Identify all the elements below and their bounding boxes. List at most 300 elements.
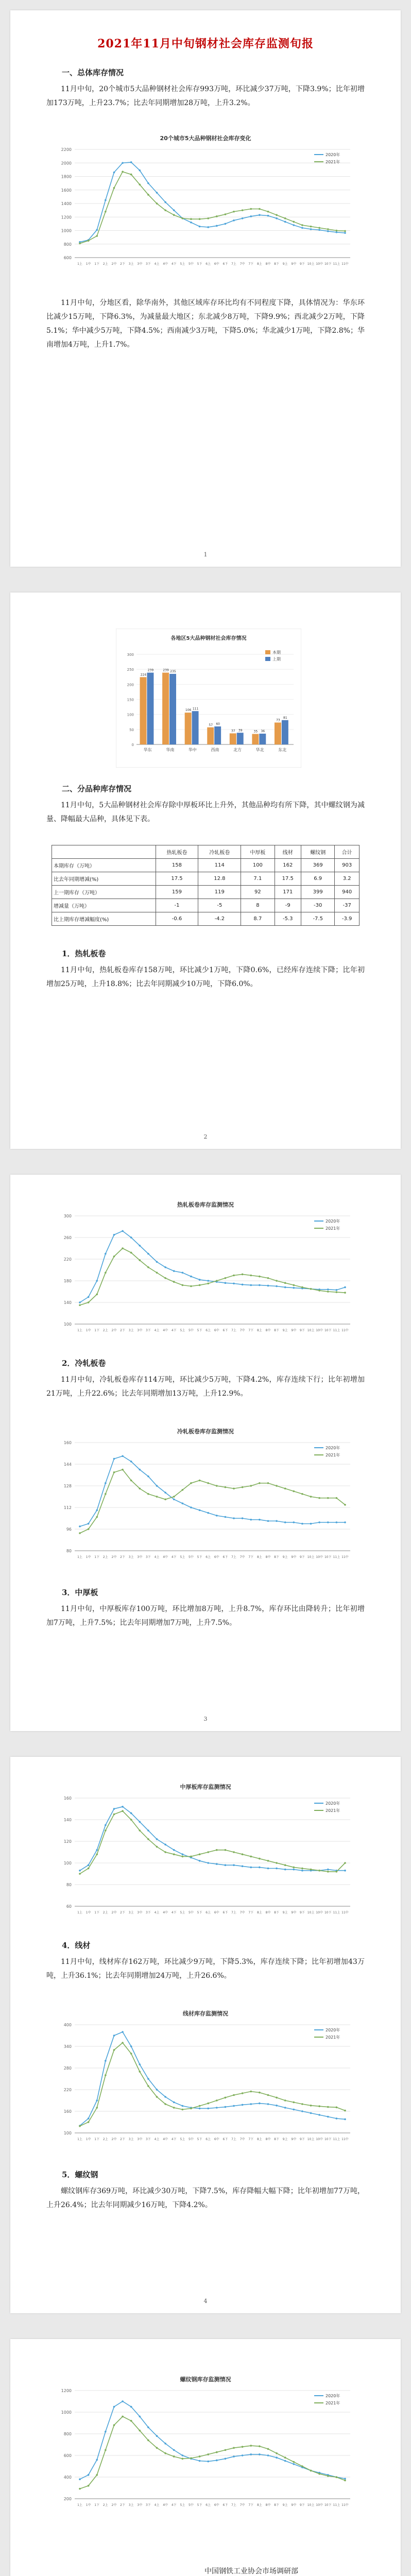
data-point xyxy=(293,2109,295,2111)
data-point xyxy=(122,1247,124,1249)
data-point xyxy=(216,1849,218,1851)
data-point xyxy=(79,2478,81,2480)
data-point xyxy=(225,2458,227,2460)
x-tick-label: 3上 xyxy=(128,1329,134,1332)
data-point xyxy=(233,1282,235,1284)
data-point xyxy=(225,1486,227,1488)
x-tick-label: 4中 xyxy=(163,1555,168,1559)
x-tick-label: 2中 xyxy=(111,262,117,266)
x-tick-label: 7中 xyxy=(239,2138,245,2141)
chart-title: 20个城市5大品种钢材社会库存变化 xyxy=(160,135,251,142)
legend-label: 2020年 xyxy=(326,2394,340,2398)
data-point xyxy=(182,1856,184,1858)
data-point xyxy=(301,1493,303,1495)
x-tick-label: 9下 xyxy=(300,2138,305,2141)
x-tick-label: 3下 xyxy=(145,262,151,266)
x-tick-label: 4中 xyxy=(163,1911,168,1914)
data-point xyxy=(301,1870,303,1872)
x-tick-label: 10上 xyxy=(307,1329,315,1332)
subsection-heading-hot-rolled: 1．热轧板卷 xyxy=(62,949,106,958)
x-tick-label: 1中 xyxy=(85,1555,91,1559)
data-point xyxy=(190,218,192,220)
data-point xyxy=(336,1289,338,1291)
data-point xyxy=(199,1860,201,1862)
bar-value-label: 111 xyxy=(192,707,199,711)
x-tick-label: 11上 xyxy=(333,262,340,266)
data-point xyxy=(96,1516,98,1518)
data-point xyxy=(156,202,158,205)
x-tick-label: 5下 xyxy=(197,2138,202,2141)
table-cell: -5 xyxy=(198,899,241,912)
data-point xyxy=(293,2461,295,2463)
x-tick-label: 5下 xyxy=(197,262,202,266)
x-tick-label: 4上 xyxy=(154,1911,160,1914)
x-tick-label: 11上 xyxy=(333,1555,340,1559)
x-tick-label: 9下 xyxy=(300,2503,305,2507)
data-point xyxy=(207,217,209,219)
data-point xyxy=(199,1279,201,1281)
data-point xyxy=(259,1284,261,1286)
data-point xyxy=(336,231,338,233)
data-point xyxy=(242,2446,244,2448)
data-point xyxy=(122,171,124,173)
chart-background xyxy=(46,1422,365,1577)
data-point xyxy=(267,2454,269,2456)
bar xyxy=(207,727,214,744)
table-cell: -1 xyxy=(156,899,198,912)
bar-value-label: 81 xyxy=(283,716,287,720)
table-cell: 比去年同期增减(%) xyxy=(52,872,156,886)
data-point xyxy=(327,1521,329,1523)
bar xyxy=(169,674,176,744)
data-point xyxy=(139,2063,141,2065)
data-point xyxy=(207,1851,209,1853)
data-point xyxy=(182,1489,184,1491)
table-cell: 增减量（万吨） xyxy=(52,899,156,912)
data-point xyxy=(250,1275,252,1277)
data-point xyxy=(113,187,115,189)
table-header: 热轧板卷 xyxy=(156,845,198,859)
data-point xyxy=(113,1256,115,1258)
data-point xyxy=(130,1236,132,1239)
data-point xyxy=(113,2424,115,2426)
data-point xyxy=(216,1485,218,1487)
data-point xyxy=(250,2445,252,2447)
data-point xyxy=(105,211,107,213)
x-tick-label: 3下 xyxy=(145,1329,151,1332)
data-point xyxy=(79,243,81,245)
x-tick-label: 3下 xyxy=(145,1911,151,1914)
bar xyxy=(192,711,199,744)
x-tick-label: 7上 xyxy=(231,1911,236,1914)
bar xyxy=(259,734,266,744)
data-point xyxy=(122,1230,124,1232)
x-tick-label: 10上 xyxy=(307,1555,315,1559)
data-point xyxy=(190,1482,192,1484)
x-tick-label: 2下 xyxy=(120,262,125,266)
data-point xyxy=(139,1487,141,1489)
y-tick-label: 100 xyxy=(63,1861,72,1866)
x-tick-label: 11中 xyxy=(341,1329,349,1332)
data-point xyxy=(293,1521,295,1523)
data-point xyxy=(79,1870,81,1872)
data-point xyxy=(147,2427,149,2429)
data-point xyxy=(88,2485,90,2487)
x-tick-label: 西南 xyxy=(211,748,219,752)
x-tick-label: 6上 xyxy=(206,2503,211,2507)
table-cell: -3.9 xyxy=(335,912,359,926)
x-tick-label: 7下 xyxy=(248,1911,254,1914)
data-point xyxy=(225,2097,227,2099)
data-point xyxy=(156,1496,158,1498)
data-point xyxy=(105,2449,107,2451)
data-point xyxy=(318,2114,320,2116)
table-cell: 12.8 xyxy=(198,872,241,886)
bar-value-label: 239 xyxy=(163,668,169,672)
data-point xyxy=(336,2117,338,2120)
x-tick-label: 5中 xyxy=(189,262,194,266)
data-point xyxy=(96,235,98,237)
data-point xyxy=(225,2106,227,2108)
x-tick-label: 华南 xyxy=(166,748,175,752)
table-row xyxy=(52,886,359,899)
chart-wire-rod xyxy=(46,2004,365,2159)
data-point xyxy=(344,1286,346,1289)
x-tick-label: 9上 xyxy=(282,1911,288,1914)
x-tick-label: 4下 xyxy=(171,262,177,266)
x-tick-label: 1中 xyxy=(85,2503,91,2507)
x-tick-label: 8上 xyxy=(256,262,262,266)
data-point xyxy=(147,1253,149,1255)
data-point xyxy=(173,209,175,211)
x-tick-label: 6下 xyxy=(222,1911,228,1914)
data-point xyxy=(79,1301,81,1303)
data-point xyxy=(327,2116,329,2118)
data-point xyxy=(164,201,166,204)
x-tick-label: 10下 xyxy=(324,262,332,266)
paragraph-plate: 11月中旬，中厚板库存100万吨，环比增加8万吨，上升8.7%，库存环比由降转升；比年初增加7万吨，上升7.5%；比去年同期增加7万吨，上升7.5%。 xyxy=(46,1605,365,1627)
x-tick-label: 4下 xyxy=(171,2503,177,2507)
x-tick-label: 3中 xyxy=(137,2503,143,2507)
y-tick-label: 140 xyxy=(63,1818,72,1822)
data-point xyxy=(122,1806,124,1808)
paragraph-hot-rolled: 11月中旬，热轧板卷库存158万吨，环比减少1万吨，下降0.6%，已经库存连续下降；比年初增加25万吨，上升18.8%；比去年同期减少10万吨，下降6.0%。 xyxy=(46,966,365,988)
data-point xyxy=(139,1259,141,1261)
bar xyxy=(252,734,259,744)
data-point xyxy=(156,2435,158,2437)
x-tick-label: 5上 xyxy=(180,1911,185,1914)
chart-background xyxy=(46,2370,365,2524)
data-point xyxy=(301,224,303,226)
data-point xyxy=(216,1863,218,1865)
data-point xyxy=(130,2053,132,2055)
data-point xyxy=(130,2406,132,2408)
document-page-3 xyxy=(10,1175,401,1731)
data-point xyxy=(225,1516,227,1518)
x-tick-label: 7上 xyxy=(231,262,236,266)
x-tick-label: 4上 xyxy=(154,262,160,266)
data-point xyxy=(310,1869,312,1871)
data-point xyxy=(233,211,235,213)
data-point xyxy=(139,170,141,172)
data-point xyxy=(88,240,90,242)
data-point xyxy=(259,1519,261,1521)
x-tick-label: 2上 xyxy=(102,262,108,266)
data-point xyxy=(147,194,149,196)
x-tick-label: 5中 xyxy=(189,2503,194,2507)
x-tick-label: 6中 xyxy=(214,2138,219,2141)
data-point xyxy=(130,1480,132,1482)
x-tick-label: 8上 xyxy=(256,1555,262,1559)
x-tick-label: 9上 xyxy=(282,1555,288,1559)
data-point xyxy=(207,226,209,228)
data-point xyxy=(79,1304,81,1306)
data-point xyxy=(216,2451,218,2453)
data-point xyxy=(96,229,98,231)
x-tick-label: 6中 xyxy=(214,262,219,266)
x-tick-label: 5上 xyxy=(180,262,185,266)
data-point xyxy=(284,2107,286,2109)
data-point xyxy=(88,2121,90,2123)
data-point xyxy=(284,221,286,223)
data-point xyxy=(173,1498,175,1500)
data-point xyxy=(207,1282,209,1284)
data-point xyxy=(233,1851,235,1853)
y-tick-label: 1000 xyxy=(61,228,72,233)
data-point xyxy=(276,1862,278,1864)
x-tick-label: 7上 xyxy=(231,2138,236,2141)
x-tick-label: 5上 xyxy=(180,2503,185,2507)
data-point xyxy=(318,227,320,229)
legend-label: 2021年 xyxy=(326,1226,340,1231)
x-tick-label: 7下 xyxy=(248,2138,254,2141)
data-point xyxy=(318,2105,320,2107)
x-tick-label: 10下 xyxy=(324,2138,332,2141)
data-point xyxy=(242,1486,244,1488)
data-point xyxy=(242,1284,244,1286)
data-point xyxy=(96,2459,98,2461)
y-tick-label: 220 xyxy=(63,1257,72,1262)
data-point xyxy=(122,2031,124,2033)
data-point xyxy=(276,1280,278,1282)
data-point xyxy=(156,1272,158,1274)
table-cell: -4.2 xyxy=(198,912,241,926)
data-point xyxy=(301,2103,303,2105)
data-point xyxy=(199,2460,201,2462)
x-tick-label: 1上 xyxy=(77,1911,82,1914)
data-point xyxy=(156,1261,158,1263)
x-tick-label: 5中 xyxy=(189,2138,194,2141)
data-point xyxy=(259,1858,261,1860)
data-point xyxy=(88,1864,90,1866)
data-point xyxy=(156,1846,158,1848)
x-tick-label: 11上 xyxy=(333,1329,340,1332)
x-tick-label: 华东 xyxy=(143,748,152,752)
data-point xyxy=(233,1864,235,1866)
data-point xyxy=(199,2108,201,2110)
data-point xyxy=(318,1290,320,1292)
data-point xyxy=(276,1485,278,1487)
x-tick-label: 5下 xyxy=(197,1555,202,1559)
y-tick-label: 144 xyxy=(63,1462,72,1467)
data-point xyxy=(233,2105,235,2107)
data-point xyxy=(182,217,184,219)
data-point xyxy=(130,174,132,176)
x-tick-label: 1中 xyxy=(85,262,91,266)
data-point xyxy=(293,221,295,223)
data-point xyxy=(318,229,320,231)
y-tick-label: 50 xyxy=(129,727,134,732)
legend-label: 2020年 xyxy=(326,1801,340,1806)
data-point xyxy=(344,2119,346,2121)
x-tick-label: 2中 xyxy=(111,1911,117,1914)
data-point xyxy=(250,215,252,217)
data-point xyxy=(233,1487,235,1489)
x-tick-label: 6上 xyxy=(206,1555,211,1559)
x-tick-label: 8中 xyxy=(265,262,271,266)
x-tick-label: 4中 xyxy=(163,262,168,266)
data-point xyxy=(327,2106,329,2108)
data-point xyxy=(164,209,166,211)
bar-value-label: 224 xyxy=(140,673,147,677)
data-point xyxy=(216,1280,218,1282)
data-point xyxy=(130,1819,132,1821)
data-point xyxy=(139,1829,141,1832)
legend-label: 2020年 xyxy=(326,1219,340,1224)
page-number: 2 xyxy=(203,1133,208,1140)
table-cell: 6.9 xyxy=(301,872,335,886)
data-point xyxy=(105,199,107,201)
x-tick-label: 2上 xyxy=(102,2138,108,2141)
data-point xyxy=(267,2103,269,2105)
data-point xyxy=(250,1519,252,1521)
y-tick-label: 0 xyxy=(131,743,134,747)
x-tick-label: 4中 xyxy=(163,2138,168,2141)
data-point xyxy=(301,227,303,229)
y-tick-label: 800 xyxy=(63,242,72,247)
data-point xyxy=(344,2478,346,2480)
table-cell: -30 xyxy=(301,899,335,912)
chart-background xyxy=(46,2004,365,2159)
y-tick-label: 80 xyxy=(66,1549,72,1553)
data-point xyxy=(250,1284,252,1286)
x-tick-label: 6上 xyxy=(206,262,211,266)
line-chart-plate xyxy=(46,1777,365,1932)
y-tick-label: 280 xyxy=(63,2066,72,2071)
legend-label: 2020年 xyxy=(326,152,340,157)
data-point xyxy=(267,1277,269,1279)
data-point xyxy=(276,1520,278,1522)
data-point xyxy=(199,1509,201,1511)
data-point xyxy=(190,1285,192,1287)
x-tick-label: 9上 xyxy=(282,1329,288,1332)
x-tick-label: 3上 xyxy=(128,262,134,266)
data-point xyxy=(122,1469,124,1471)
data-point xyxy=(327,230,329,232)
data-point xyxy=(225,1864,227,1866)
x-tick-label: 9下 xyxy=(300,1555,305,1559)
data-point xyxy=(88,2474,90,2476)
data-point xyxy=(139,183,141,185)
y-tick-label: 1000 xyxy=(61,2410,72,2415)
data-point xyxy=(336,230,338,232)
legend-swatch xyxy=(265,657,270,661)
table-cell: 17.5 xyxy=(156,872,198,886)
issuing-organization: 中国钢铁工业协会市场调研部 xyxy=(204,2567,298,2575)
line-chart-total xyxy=(46,129,365,283)
data-point xyxy=(284,2456,286,2459)
data-point xyxy=(113,172,115,174)
x-tick-label: 7下 xyxy=(248,1329,254,1332)
x-tick-label: 9中 xyxy=(291,262,297,266)
x-tick-label: 7上 xyxy=(231,2503,236,2507)
data-point xyxy=(318,1497,320,1499)
x-tick-label: 8上 xyxy=(256,2503,262,2507)
table-cell: 940 xyxy=(335,886,359,899)
data-point xyxy=(233,1517,235,1519)
data-point xyxy=(147,2078,149,2080)
x-tick-label: 9中 xyxy=(291,2138,297,2141)
x-tick-label: 6上 xyxy=(206,1911,211,1914)
data-point xyxy=(327,1869,329,1871)
bar xyxy=(214,726,221,744)
data-point xyxy=(88,1528,90,1530)
x-tick-label: 3上 xyxy=(128,1911,134,1914)
data-point xyxy=(173,2107,175,2109)
x-tick-label: 1下 xyxy=(94,1329,100,1332)
paragraph-rebar: 螺纹钢库存369万吨，环比减少30万吨，下降7.5%，库存降幅大幅下降；比年初增加77万吨，上升26.4%；比去年同期减少16万吨，下降4.2%。 xyxy=(46,2187,365,2209)
data-point xyxy=(216,225,218,227)
x-tick-label: 9中 xyxy=(291,1555,297,1559)
data-point xyxy=(259,1276,261,1278)
data-point xyxy=(284,1864,286,1866)
bar xyxy=(140,677,147,744)
data-point xyxy=(173,1853,175,1855)
data-point xyxy=(276,2452,278,2454)
x-tick-label: 1中 xyxy=(85,1329,91,1332)
data-point xyxy=(259,1482,261,1484)
data-point xyxy=(284,217,286,219)
x-tick-label: 3中 xyxy=(137,1555,143,1559)
bar-value-label: 106 xyxy=(185,708,192,713)
data-point xyxy=(113,2406,115,2408)
data-point xyxy=(173,1496,175,1498)
data-point xyxy=(113,1458,115,1460)
table-cell: 17.5 xyxy=(275,872,301,886)
data-point xyxy=(147,182,149,184)
y-tick-label: 340 xyxy=(63,2044,72,2049)
data-point xyxy=(310,1496,312,1498)
data-point xyxy=(216,2460,218,2462)
data-point xyxy=(164,2443,166,2445)
data-point xyxy=(242,1517,244,1519)
table-cell: -5.3 xyxy=(275,912,301,926)
x-tick-label: 7中 xyxy=(239,1555,245,1559)
y-tick-label: 1200 xyxy=(61,215,72,220)
x-tick-label: 8下 xyxy=(274,262,280,266)
x-tick-label: 3中 xyxy=(137,262,143,266)
x-tick-label: 10中 xyxy=(316,1911,323,1914)
data-point xyxy=(242,209,244,211)
data-point xyxy=(250,1485,252,1487)
x-tick-label: 1下 xyxy=(94,1555,100,1559)
x-tick-label: 9下 xyxy=(300,262,305,266)
x-tick-label: 8中 xyxy=(265,1329,271,1332)
x-tick-label: 1上 xyxy=(77,2503,82,2507)
data-point xyxy=(301,1868,303,1870)
table-header: 中厚板 xyxy=(241,845,275,859)
data-point xyxy=(250,208,252,210)
